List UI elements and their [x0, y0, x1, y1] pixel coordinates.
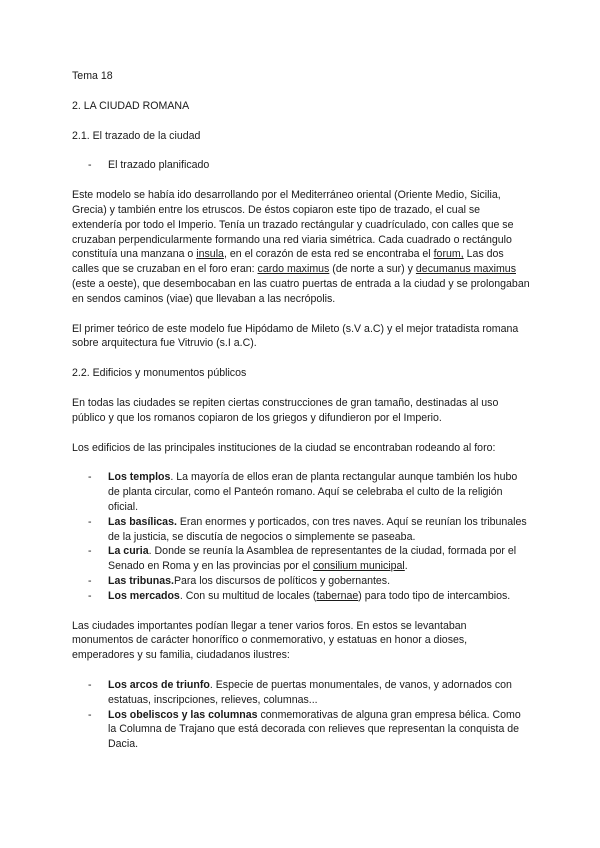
section-heading-1: 2.1. El trazado de la ciudad	[72, 129, 201, 142]
list-item	[72, 574, 530, 589]
list-item	[72, 544, 530, 574]
item-title: Los obeliscos y las columnas	[108, 708, 258, 721]
term-tabernae: tabernae	[316, 589, 359, 602]
item-text: Eran enormes y porticados, con tres naves. Aquí se reunían los tribunales de la justicia, se discutía de negocios o simplemente se paseaba.	[108, 515, 527, 543]
list-item	[72, 678, 530, 708]
paragraph-foros: Las ciudades importantes podían llegar a tener varios foros. En estos se levantaban monumentos de carácter honorífico o conmemorativo, y estatuas en honor a dioses, emperadores y su familia, ciudadanos ilustres:	[72, 619, 468, 662]
dash-marker: -	[88, 708, 92, 721]
item-text: . Donde se reunía la Asamblea de representantes de la ciudad, formada por el Senado en Roma y en las provincias por el	[108, 545, 517, 573]
item-title: Las basílicas.	[108, 515, 177, 528]
term-decumanus: decumanus maximus	[415, 263, 516, 276]
item-title: Los templos	[108, 471, 171, 484]
term-forum: forum,	[433, 248, 464, 261]
item-text: . La mayoría de ellos eran de planta rectangular aunque también los hubo de planta circular, como el Panteón romano. Aquí se celebraba el culto de la religión oficial.	[108, 471, 518, 513]
section-1-item	[72, 158, 530, 173]
document-page	[72, 69, 530, 767]
dash-marker: -	[88, 515, 92, 528]
list-item	[72, 515, 530, 545]
dash-marker: -	[88, 159, 92, 172]
item-text: . Especie de puertas monumentales, de vanos, y adornados con estatuas, inscripciones, relieves, columnas...	[108, 678, 512, 706]
term-insula: insula	[196, 248, 224, 261]
item-title: La curia	[108, 545, 149, 558]
text-run: Las dos calles que se cruzaban en el foro eran:	[72, 248, 504, 276]
item-title: Las tribunas.	[108, 574, 174, 587]
term-consilium: consilium municipal	[312, 560, 405, 573]
text-run: , en el corazón de esta red se encontraba el	[223, 248, 434, 261]
text-run: Este modelo se había ido desarrollando por el Mediterráneo oriental (Oriente Medio, Sicilia, Grecia) y también entre los etruscos. De éstos copiaron este tipo de trazado, el cual se extendería por todo el Imperio. Tenía un trazado rectángular y cuadrículado, con calles que se cruzaban perpendicularmente formando una red viaria simétrica. Cada cuadrado o rectángulo constituía una manzana o	[72, 189, 514, 261]
item-text: .	[404, 560, 408, 573]
dash-marker: -	[88, 471, 92, 484]
text-run: (de norte a sur) y	[329, 263, 416, 276]
item-text: conmemorativas de alguna gran empresa bélica. Como la Columna de Trajano que está decorada con relieves que representan la conquista de Dacia.	[108, 708, 521, 751]
section-1-item-text: El trazado planificado	[108, 159, 210, 172]
dash-marker: -	[88, 574, 92, 587]
list-item	[72, 470, 530, 514]
buildings-list	[72, 470, 530, 603]
item-text: . Con su multitud de locales (	[179, 589, 317, 602]
monuments-list	[72, 678, 530, 752]
paragraph-hipodamo: El primer teórico de este modelo fue Hipódamo de Mileto (s.V a.C) y el mejor tratadista romana sobre arquitectura fue Vitruvio (s.I a.C).	[72, 322, 519, 350]
paragraph-construcciones: En todas las ciudades se repiten ciertas construcciones de gran tamaño, destinadas al uso público y que los romanos copiaron de los griegos y difundieron por el Imperio.	[72, 396, 499, 424]
item-text: ) para todo tipo de intercambios.	[358, 589, 511, 602]
list-item	[72, 589, 530, 604]
topic-label: Tema 18	[72, 70, 113, 82]
term-cardo: cardo maximus	[257, 263, 330, 276]
dash-marker: -	[88, 545, 92, 558]
main-heading: 2. LA CIUDAD ROMANA	[72, 99, 190, 112]
item-title: Los arcos de triunfo	[108, 678, 210, 691]
paragraph-trazado	[72, 188, 530, 306]
dash-marker: -	[88, 678, 92, 691]
section-heading-2: 2.2. Edificios y monumentos públicos	[72, 367, 247, 380]
item-text: Para los discursos de políticos y gobernantes.	[173, 574, 391, 587]
list-item	[72, 708, 530, 752]
item-title: Los mercados	[108, 589, 180, 602]
text-run: (este a oeste), que desembocaban en las cuatro puertas de entrada a la ciudad y se prolongaban en sendos caminos (viae) que llevaban a las necrópolis.	[72, 277, 530, 305]
dash-marker: -	[88, 589, 92, 602]
paragraph-edificios-intro: Los edificios de las principales instituciones de la ciudad se encontraban rodeando al foro:	[72, 441, 496, 454]
